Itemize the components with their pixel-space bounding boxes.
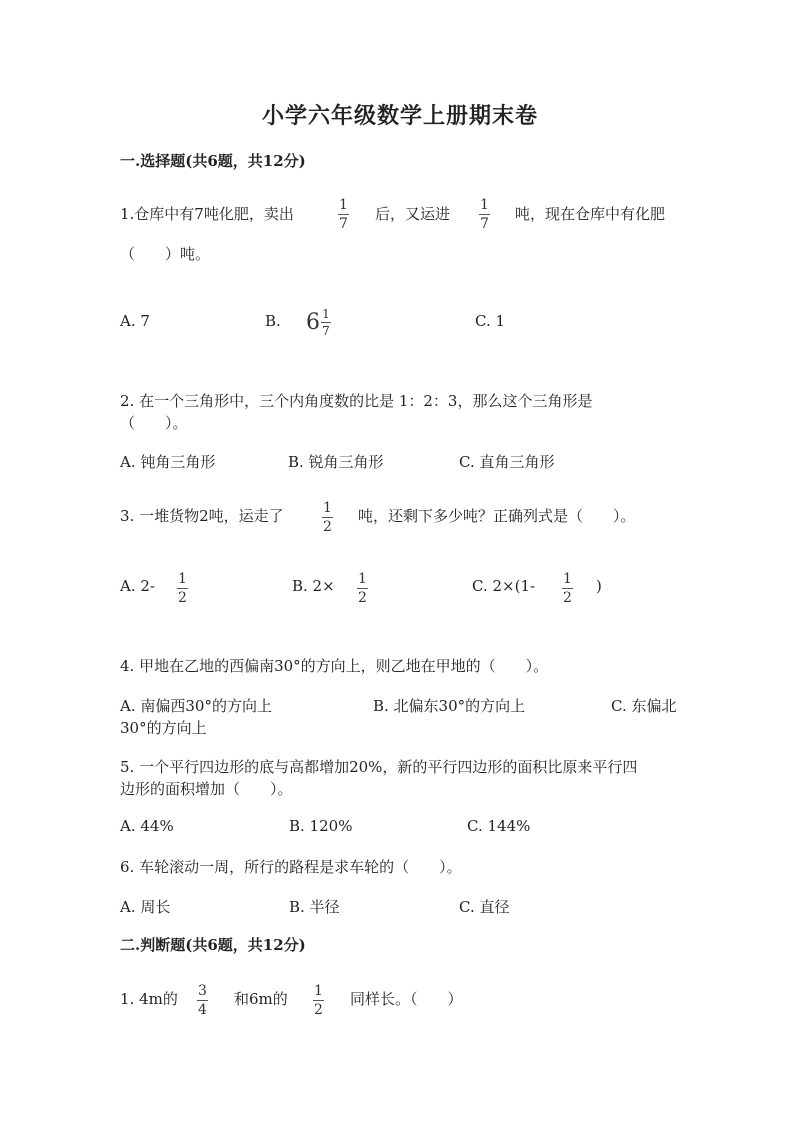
fraction-1-2 [357, 572, 368, 605]
option-b[interactable]: B. 2× [292, 577, 335, 595]
fraction-3-4 [197, 984, 208, 1017]
question-2-line-1: 2. 在一个三角形中，三个内角度数的比是 1：2：3，那么这个三角形是 [120, 392, 593, 410]
fraction-numerator: 1 [323, 500, 332, 516]
fraction-1-2 [322, 501, 333, 534]
fraction-denominator: 2 [323, 519, 332, 535]
judgment-1-text-c: 同样长。（ ） [350, 990, 463, 1008]
option-b[interactable]: B. 120% [289, 817, 353, 835]
fraction-denominator: 2 [314, 1002, 323, 1018]
question-1-text-a: 1.仓库中有7吨化肥，卖出 [120, 205, 294, 223]
option-c[interactable]: C. 1 [475, 312, 506, 330]
fraction-denominator: 2 [358, 590, 367, 606]
option-c[interactable]: C. 直径 [459, 898, 510, 916]
judgment-1-text-a: 1. 4m的 [120, 990, 178, 1008]
section-heading-judgment: 二.判断题(共6题，共12分) [120, 936, 306, 954]
section-heading-choice: 一.选择题(共6题，共12分) [120, 152, 306, 170]
option-a[interactable]: A. 2- [120, 577, 155, 595]
mixed-fraction [321, 308, 331, 337]
fraction-numerator: 1 [480, 197, 489, 213]
option-a[interactable]: A. 南偏西30°的方向上 [120, 697, 272, 715]
option-c[interactable]: C. 直角三角形 [459, 453, 555, 471]
fraction-numerator: 1 [358, 571, 367, 587]
question-5-line-2: 边形的面积增加（ ）。 [120, 780, 293, 798]
question-4-line-1: 4. 甲地在乙地的西偏南30°的方向上，则乙地在甲地的（ ）。 [120, 657, 549, 675]
option-a[interactable]: A. 7 [120, 312, 150, 330]
mixed-whole: 6 [306, 310, 320, 335]
fraction-1-7 [338, 198, 349, 231]
option-b[interactable]: B. 半径 [289, 898, 340, 916]
fraction-denominator: 7 [480, 216, 489, 232]
fraction-denominator: 7 [339, 216, 348, 232]
fraction-denominator: 2 [178, 590, 187, 606]
option-c-continued: 30°的方向上 [120, 719, 207, 737]
question-1-line-2: （ ）吨。 [120, 245, 211, 263]
option-a[interactable]: A. 44% [120, 817, 174, 835]
fraction-1-2 [562, 572, 573, 605]
fraction-numerator: 3 [198, 983, 207, 999]
fraction-1-2 [177, 572, 188, 605]
question-3-text-a: 3. 一堆货物2吨，运走了 [120, 507, 284, 525]
option-c[interactable]: C. 2×(1- [472, 577, 536, 595]
question-6-line-1: 6. 车轮滚动一周，所行的路程是求车轮的（ ）。 [120, 858, 462, 876]
fraction-numerator: 1 [322, 307, 330, 321]
question-3-text-b: 吨，还剩下多少吨？正确列式是（ ）。 [358, 507, 636, 525]
mixed-number-6-1-7 [306, 308, 331, 337]
fraction-numerator: 1 [563, 571, 572, 587]
option-c[interactable]: C. 144% [467, 817, 531, 835]
option-b[interactable]: B. [265, 312, 281, 330]
fraction-1-7 [479, 198, 490, 231]
option-c[interactable]: C. 东偏北 [611, 697, 677, 715]
judgment-1-text-b: 和6m的 [234, 990, 288, 1008]
option-b[interactable]: B. 锐角三角形 [288, 453, 384, 471]
option-a[interactable]: A. 钝角三角形 [120, 453, 216, 471]
question-1-text-b: 后，又运进 [375, 205, 451, 223]
fraction-denominator: 4 [198, 1002, 207, 1018]
fraction-numerator: 1 [339, 197, 348, 213]
fraction-numerator: 1 [178, 571, 187, 587]
fraction-1-2 [313, 984, 324, 1017]
page-title: 小学六年级数学上册期末卷 [261, 103, 538, 129]
question-2-line-2: （ ）。 [120, 414, 188, 432]
fraction-denominator: 2 [563, 590, 572, 606]
question-5-line-1: 5. 一个平行四边形的底与高都增加20%，新的平行四边形的面积比原来平行四 [120, 758, 638, 776]
fraction-numerator: 1 [314, 983, 323, 999]
fraction-denominator: 7 [322, 324, 330, 338]
option-c-close: ) [596, 577, 602, 595]
question-1-text-c: 吨，现在仓库中有化肥 [515, 205, 666, 223]
option-a[interactable]: A. 周长 [120, 898, 171, 916]
option-b[interactable]: B. 北偏东30°的方向上 [373, 697, 526, 715]
